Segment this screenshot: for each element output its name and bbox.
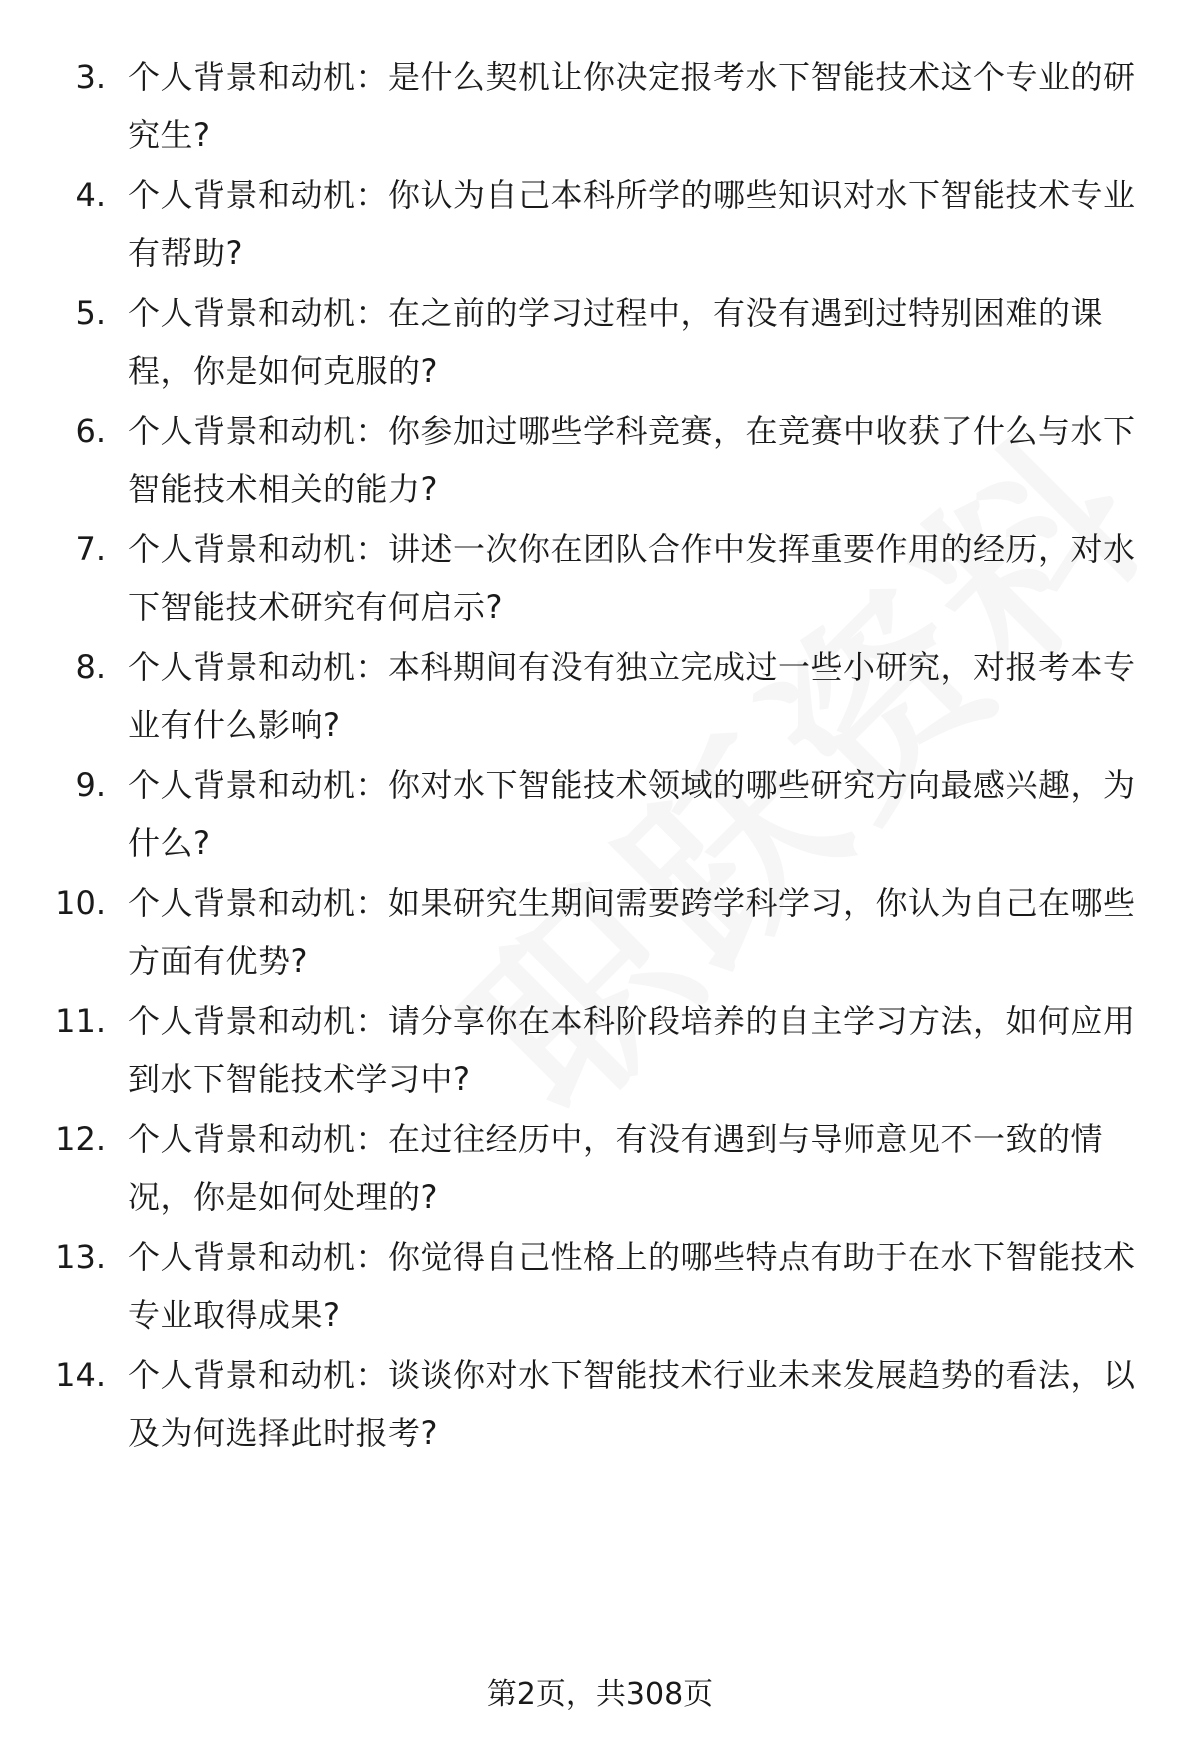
question-text: 个人背景和动机：你认为自己本科所学的哪些知识对水下智能技术专业有帮助?: [128, 176, 1136, 272]
question-number: 14.: [55, 1356, 106, 1394]
question-text: 个人背景和动机：讲述一次你在团队合作中发挥重要作用的经历，对水下智能技术研究有何启示?: [128, 530, 1136, 626]
question-text: 个人背景和动机：谈谈你对水下智能技术行业未来发展趋势的看法，以及为何选择此时报考?: [128, 1356, 1136, 1452]
question-number: 6.: [75, 412, 106, 450]
question-number: 3.: [75, 58, 106, 96]
question-text: 个人背景和动机：如果研究生期间需要跨学科学习，你认为自己在哪些方面有优势?: [128, 884, 1136, 980]
question-number: 7.: [75, 530, 106, 568]
question-text: 个人背景和动机：你觉得自己性格上的哪些特点有助于在水下智能技术专业取得成果?: [128, 1238, 1136, 1334]
question-text: 个人背景和动机：是什么契机让你决定报考水下智能技术这个专业的研究生?: [128, 58, 1136, 154]
question-number: 10.: [55, 884, 106, 922]
question-number: 9.: [75, 766, 106, 804]
question-number: 13.: [55, 1238, 106, 1276]
question-text: 个人背景和动机：在之前的学习过程中，有没有遇到过特别困难的课程，你是如何克服的?: [128, 294, 1104, 390]
question-number: 12.: [55, 1120, 106, 1158]
question-text: 个人背景和动机：请分享你在本科阶段培养的自主学习方法，如何应用到水下智能技术学习中?: [128, 1002, 1136, 1098]
question-number: 5.: [75, 294, 106, 332]
question-number: 4.: [75, 176, 106, 214]
question-text: 个人背景和动机：你对水下智能技术领域的哪些研究方向最感兴趣，为什么?: [128, 766, 1136, 862]
question-text: 个人背景和动机：在过往经历中，有没有遇到与导师意见不一致的情况，你是如何处理的?: [128, 1120, 1104, 1216]
question-text: 个人背景和动机：你参加过哪些学科竞赛，在竞赛中收获了什么与水下智能技术相关的能力?: [128, 412, 1136, 508]
page-footer: 第2页，共308页: [486, 1677, 714, 1712]
question-number: 8.: [75, 648, 106, 686]
question-number: 11.: [55, 1002, 106, 1040]
question-text: 个人背景和动机：本科期间有没有独立完成过一些小研究，对报考本专业有什么影响?: [128, 648, 1136, 744]
